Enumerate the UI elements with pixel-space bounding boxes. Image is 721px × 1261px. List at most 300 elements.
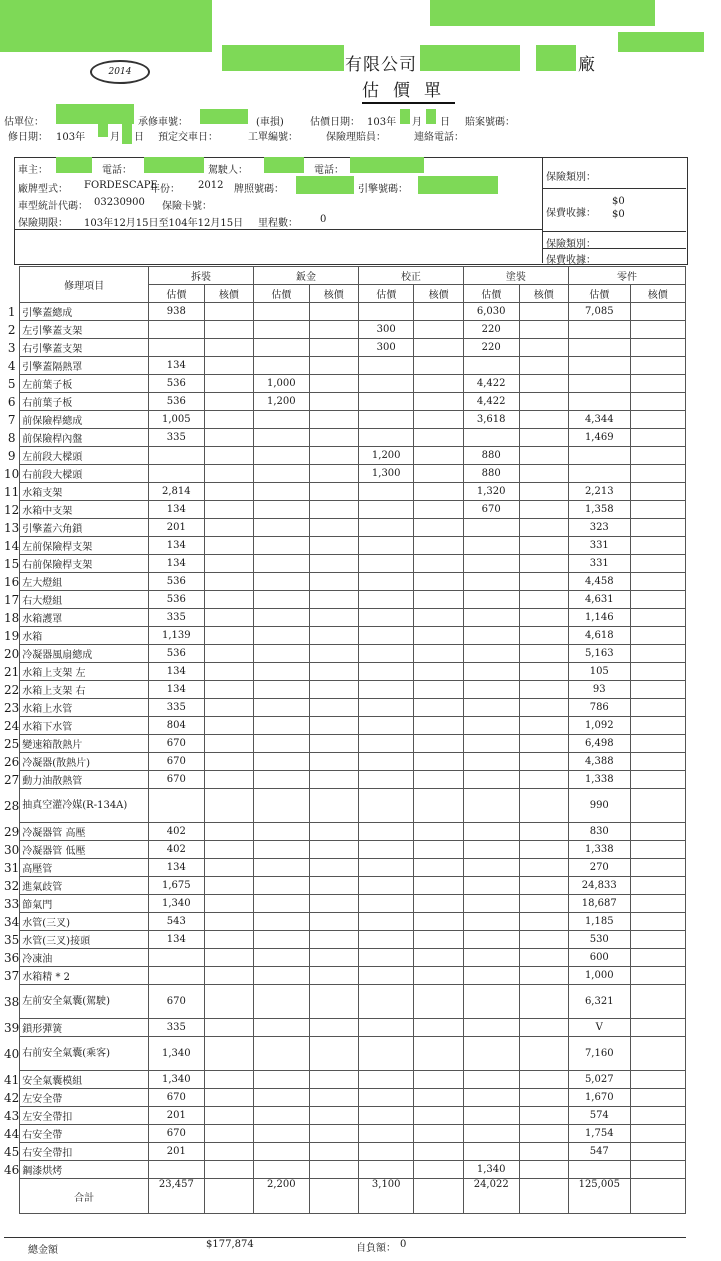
price-cell: [358, 1037, 413, 1071]
price-cell: [358, 627, 413, 645]
price-cell: [309, 393, 358, 411]
estimate-date-label: 估價日期：: [310, 117, 360, 128]
price-cell: [463, 895, 519, 913]
subtotal-cell: [630, 1179, 685, 1214]
price-cell: 7,160: [568, 1037, 630, 1071]
price-cell: [309, 913, 358, 931]
price-cell: [254, 985, 309, 1019]
table-row: [4, 573, 686, 591]
row-number: 6: [7, 394, 16, 409]
price-cell: [414, 321, 463, 339]
company-name: 有限公司: [345, 55, 417, 75]
price-cell: [519, 753, 568, 771]
damage-label: (車損): [256, 117, 284, 128]
deductible-label: 自負額：: [356, 1243, 396, 1254]
price-cell: [254, 753, 309, 771]
owner-label: 車主：: [18, 165, 48, 176]
price-cell: [254, 895, 309, 913]
sub-header: 核價: [519, 285, 568, 303]
sub-header: 估價: [254, 285, 309, 303]
price-cell: [414, 789, 463, 823]
price-cell: 134: [149, 501, 205, 519]
price-cell: [630, 573, 685, 591]
row-number: 36: [4, 950, 20, 965]
price-cell: [414, 895, 463, 913]
price-cell: [630, 1037, 685, 1071]
price-cell: [358, 985, 413, 1019]
price-cell: 574: [568, 1107, 630, 1125]
price-cell: [204, 1037, 253, 1071]
price-cell: [358, 841, 413, 859]
price-cell: [414, 555, 463, 573]
period-label: 保險期限：: [18, 218, 68, 229]
subtotal-cell: 24,022: [463, 1179, 519, 1214]
item-name: 右前安全氣囊(乘客): [20, 1037, 149, 1071]
price-cell: [358, 949, 413, 967]
price-cell: [463, 949, 519, 967]
redaction: [536, 45, 576, 71]
row-number: 9: [7, 448, 16, 463]
price-cell: [630, 931, 685, 949]
price-cell: [630, 357, 685, 375]
redaction: [418, 176, 498, 194]
price-cell: 1,185: [568, 913, 630, 931]
price-cell: [309, 483, 358, 501]
table-row: [4, 895, 686, 913]
price-cell: [204, 859, 253, 877]
price-cell: [463, 627, 519, 645]
item-name: 水管(三叉): [20, 913, 149, 931]
price-cell: [309, 321, 358, 339]
price-cell: [309, 609, 358, 627]
price-cell: 1,000: [568, 967, 630, 985]
table-row: [4, 429, 686, 447]
item-name: 冷凝器風扇總成: [20, 645, 149, 663]
price-cell: [309, 699, 358, 717]
item-name: 鎖形彈簧: [20, 1019, 149, 1037]
table-row: [4, 411, 686, 429]
price-cell: [630, 735, 685, 753]
price-cell: [254, 501, 309, 519]
price-cell: [463, 591, 519, 609]
price-cell: 1,200: [358, 447, 413, 465]
price-cell: 670: [149, 1125, 205, 1143]
price-cell: [309, 841, 358, 859]
insurance-type-label: 保險類別：: [546, 172, 596, 183]
price-cell: [630, 841, 685, 859]
price-cell: [254, 465, 309, 483]
price-cell: [358, 411, 413, 429]
price-cell: [414, 735, 463, 753]
price-cell: [630, 753, 685, 771]
price-cell: [204, 393, 253, 411]
price-cell: [519, 573, 568, 591]
table-row: [4, 447, 686, 465]
price-cell: [414, 1089, 463, 1107]
price-cell: [630, 321, 685, 339]
price-cell: [358, 1071, 413, 1089]
price-cell: [358, 357, 413, 375]
price-cell: [309, 859, 358, 877]
price-cell: [358, 1107, 413, 1125]
sub-header: 估價: [568, 285, 630, 303]
price-cell: 530: [568, 931, 630, 949]
price-cell: [358, 1125, 413, 1143]
price-cell: [254, 483, 309, 501]
price-cell: [254, 1125, 309, 1143]
price-cell: [149, 949, 205, 967]
price-cell: [204, 411, 253, 429]
price-cell: [309, 501, 358, 519]
price-cell: [309, 823, 358, 841]
price-cell: [519, 447, 568, 465]
sub-header: 估價: [149, 285, 205, 303]
row-number: 42: [4, 1090, 20, 1105]
price-cell: [254, 519, 309, 537]
price-cell: [519, 375, 568, 393]
table-row: [4, 591, 686, 609]
price-cell: [630, 1071, 685, 1089]
price-cell: 670: [463, 501, 519, 519]
table-row: [4, 789, 686, 823]
price-cell: [309, 771, 358, 789]
price-cell: 1,358: [568, 501, 630, 519]
price-cell: [309, 789, 358, 823]
price-cell: [519, 465, 568, 483]
price-cell: [630, 591, 685, 609]
row-number: 26: [4, 754, 20, 769]
table-row: [4, 663, 686, 681]
price-cell: [254, 609, 309, 627]
price-cell: [149, 967, 205, 985]
table-row: [4, 609, 686, 627]
item-name: 引擎蓋六角鎖: [20, 519, 149, 537]
row-number: 31: [4, 860, 20, 875]
price-cell: 4,458: [568, 573, 630, 591]
price-cell: [204, 591, 253, 609]
redaction: [400, 109, 410, 124]
price-cell: [568, 357, 630, 375]
price-cell: [630, 609, 685, 627]
price-cell: [309, 931, 358, 949]
price-cell: [204, 967, 253, 985]
group-header: 鈑金: [254, 267, 359, 285]
row-number: 15: [4, 556, 20, 571]
table-row: [4, 931, 686, 949]
factory-label: 廠: [578, 55, 595, 75]
price-cell: [568, 339, 630, 357]
price-cell: 1,200: [254, 393, 309, 411]
price-cell: [463, 789, 519, 823]
price-cell: [519, 859, 568, 877]
price-cell: [414, 985, 463, 1019]
price-cell: [358, 573, 413, 591]
price-cell: [463, 537, 519, 555]
price-cell: [358, 393, 413, 411]
row-number: 18: [4, 610, 20, 625]
price-cell: [309, 717, 358, 735]
row-number: 13: [4, 520, 20, 535]
price-cell: [630, 913, 685, 931]
price-cell: 402: [149, 823, 205, 841]
item-name: 鋼漆烘烤: [20, 1161, 149, 1179]
price-cell: 1,146: [568, 609, 630, 627]
price-cell: [204, 931, 253, 949]
price-cell: [463, 1037, 519, 1071]
price-cell: [519, 339, 568, 357]
price-cell: [414, 483, 463, 501]
price-cell: 830: [568, 823, 630, 841]
row-number: 28: [4, 798, 20, 813]
price-cell: [414, 303, 463, 321]
item-name: 進氣歧管: [20, 877, 149, 895]
insurance-type-label-2: 保險類別：: [546, 239, 596, 250]
owner-phone-label: 電話：: [102, 165, 132, 176]
price-cell: [414, 1143, 463, 1161]
price-cell: [519, 789, 568, 823]
price-cell: [358, 645, 413, 663]
price-cell: [204, 753, 253, 771]
table-row: [4, 627, 686, 645]
price-cell: [309, 967, 358, 985]
price-cell: 335: [149, 1019, 205, 1037]
price-cell: [630, 465, 685, 483]
price-cell: [204, 339, 253, 357]
repair-month: 月: [110, 132, 120, 143]
table-row: [4, 735, 686, 753]
price-cell: [254, 699, 309, 717]
price-cell: [204, 321, 253, 339]
price-cell: [254, 411, 309, 429]
price-cell: [204, 949, 253, 967]
price-cell: [519, 627, 568, 645]
price-cell: 5,163: [568, 645, 630, 663]
price-cell: [254, 841, 309, 859]
card-no-label: 保險卡號：: [162, 201, 212, 212]
price-cell: 201: [149, 519, 205, 537]
price-cell: [358, 877, 413, 895]
table-row: [4, 339, 686, 357]
price-cell: [254, 823, 309, 841]
table-row: [4, 645, 686, 663]
row-number: 19: [4, 628, 20, 643]
price-cell: [568, 447, 630, 465]
price-cell: 1,000: [254, 375, 309, 393]
price-cell: [463, 1125, 519, 1143]
price-cell: 134: [149, 931, 205, 949]
estimate-table: [4, 266, 686, 1214]
price-cell: [358, 895, 413, 913]
row-number: 12: [4, 502, 20, 517]
price-cell: [630, 447, 685, 465]
price-cell: [519, 501, 568, 519]
redaction: [0, 0, 212, 52]
price-cell: [463, 645, 519, 663]
price-cell: 93: [568, 681, 630, 699]
price-cell: [309, 735, 358, 753]
price-cell: [309, 519, 358, 537]
price-cell: 670: [149, 985, 205, 1019]
price-cell: [358, 771, 413, 789]
item-name: 左大燈組: [20, 573, 149, 591]
subtotal-cell: 3,100: [358, 1179, 413, 1214]
price-cell: [414, 465, 463, 483]
price-cell: 300: [358, 339, 413, 357]
price-cell: 670: [149, 753, 205, 771]
price-cell: [309, 555, 358, 573]
price-cell: 2,213: [568, 483, 630, 501]
estimate-month: 月: [412, 117, 422, 128]
price-cell: 18,687: [568, 895, 630, 913]
item-name: 動力油散熱管: [20, 771, 149, 789]
price-cell: [463, 771, 519, 789]
price-cell: 1,340: [149, 1071, 205, 1089]
price-cell: [149, 447, 205, 465]
price-cell: [630, 1125, 685, 1143]
price-cell: [414, 357, 463, 375]
item-name: 節氣門: [20, 895, 149, 913]
price-cell: [358, 519, 413, 537]
price-cell: [414, 411, 463, 429]
price-cell: [519, 1037, 568, 1071]
redaction: [426, 109, 436, 124]
price-cell: [414, 771, 463, 789]
price-cell: [630, 967, 685, 985]
price-cell: [519, 931, 568, 949]
row-number: 22: [4, 682, 20, 697]
price-cell: [309, 681, 358, 699]
price-cell: [358, 1089, 413, 1107]
item-name: 左前葉子板: [20, 375, 149, 393]
row-number: 32: [4, 878, 20, 893]
price-cell: [309, 1161, 358, 1179]
price-cell: 6,498: [568, 735, 630, 753]
mileage-label: 里程數：: [258, 218, 298, 229]
price-cell: [414, 573, 463, 591]
row-number: 14: [4, 538, 20, 553]
price-cell: [309, 985, 358, 1019]
price-cell: [519, 823, 568, 841]
price-cell: [309, 949, 358, 967]
price-cell: [630, 789, 685, 823]
price-cell: 670: [149, 771, 205, 789]
price-cell: 24,833: [568, 877, 630, 895]
price-cell: [204, 519, 253, 537]
price-cell: [204, 555, 253, 573]
price-cell: [254, 1019, 309, 1037]
redaction: [350, 157, 424, 173]
price-cell: [254, 1037, 309, 1071]
price-cell: [254, 859, 309, 877]
price-cell: [630, 537, 685, 555]
price-cell: [630, 771, 685, 789]
subtotal-label: 合計: [20, 1179, 149, 1214]
price-cell: [630, 501, 685, 519]
price-cell: 1,092: [568, 717, 630, 735]
price-cell: 786: [568, 699, 630, 717]
price-cell: [149, 465, 205, 483]
price-cell: [358, 735, 413, 753]
price-cell: [463, 681, 519, 699]
price-cell: 4,344: [568, 411, 630, 429]
price-cell: [204, 717, 253, 735]
price-cell: [204, 823, 253, 841]
price-cell: [414, 537, 463, 555]
price-cell: [519, 913, 568, 931]
price-cell: [630, 859, 685, 877]
redaction: [122, 122, 132, 144]
price-cell: [414, 1071, 463, 1089]
price-cell: [358, 681, 413, 699]
price-cell: [358, 429, 413, 447]
price-cell: [630, 699, 685, 717]
price-cell: [358, 303, 413, 321]
price-cell: [309, 663, 358, 681]
price-cell: 1,338: [568, 771, 630, 789]
table-row: [4, 303, 686, 321]
price-cell: [630, 1143, 685, 1161]
adjuster-label: 保險理賠員：: [326, 132, 386, 143]
table-row: [4, 823, 686, 841]
item-name: 水箱護罩: [20, 609, 149, 627]
price-cell: [463, 357, 519, 375]
price-cell: [254, 339, 309, 357]
price-cell: 1,340: [463, 1161, 519, 1179]
price-cell: [204, 663, 253, 681]
page-title: 估價單: [362, 76, 455, 104]
price-cell: [358, 1019, 413, 1037]
price-cell: [254, 645, 309, 663]
price-cell: [358, 913, 413, 931]
item-name: 右引擎蓋支架: [20, 339, 149, 357]
price-cell: 1,469: [568, 429, 630, 447]
subtotal-row: [4, 1179, 686, 1214]
subtotal-cell: 125,005: [568, 1179, 630, 1214]
price-cell: [519, 1125, 568, 1143]
price-cell: [204, 735, 253, 753]
item-name: 水箱上支架 右: [20, 681, 149, 699]
price-cell: [414, 753, 463, 771]
price-cell: [254, 591, 309, 609]
mileage-value: 0: [320, 214, 327, 225]
price-cell: [519, 519, 568, 537]
table-row: [4, 859, 686, 877]
price-cell: [204, 877, 253, 895]
price-cell: [254, 1071, 309, 1089]
table-row: [4, 483, 686, 501]
price-cell: [358, 1143, 413, 1161]
row-number: 3: [7, 340, 16, 355]
redaction: [430, 0, 655, 26]
item-name: 水管(三叉)接頭: [20, 931, 149, 949]
price-cell: [309, 877, 358, 895]
sub-header: 估價: [463, 285, 519, 303]
repair-date-label: 修日期：: [8, 132, 48, 143]
price-cell: [414, 877, 463, 895]
deductible-value: 0: [400, 1239, 407, 1250]
price-cell: [630, 663, 685, 681]
group-header: 零件: [568, 267, 685, 285]
table-row: [4, 967, 686, 985]
redaction: [264, 157, 304, 173]
sub-header: 估價: [358, 285, 413, 303]
price-cell: [309, 339, 358, 357]
price-cell: 300: [358, 321, 413, 339]
price-cell: [204, 627, 253, 645]
price-cell: [630, 1107, 685, 1125]
price-cell: 105: [568, 663, 630, 681]
emblem-logo: 2014: [90, 60, 150, 84]
